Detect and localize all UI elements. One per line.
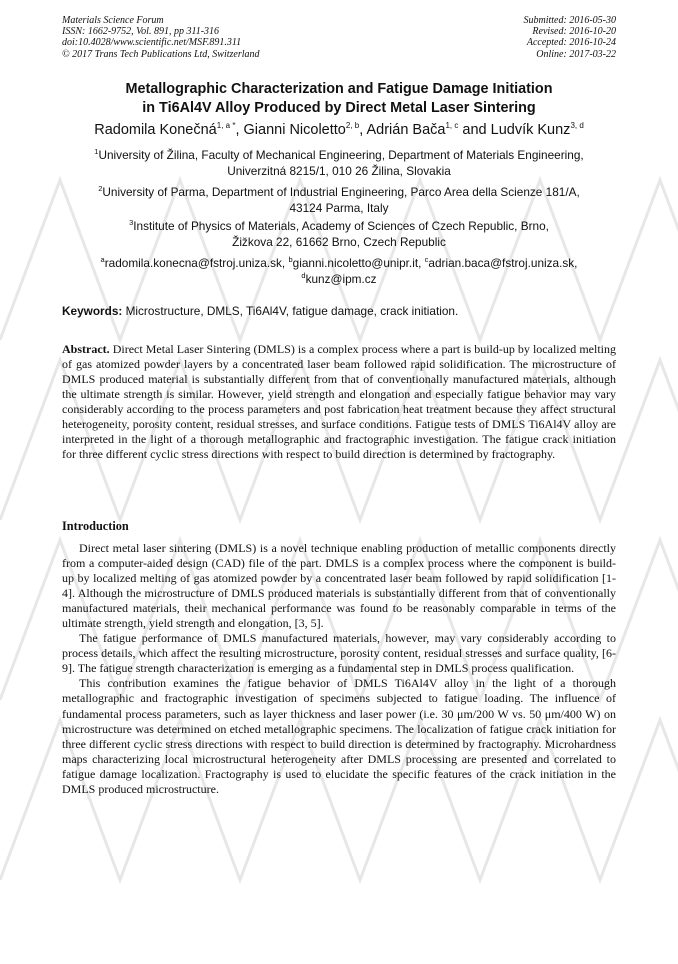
online-date: Online: 2017-03-22 [536, 48, 616, 60]
affiliation-3 [62, 219, 616, 250]
abstract [62, 342, 616, 462]
affiliation-line: Institute of Physics of Materials, Academy of Sciences of Czech Republic, Brno, [133, 219, 549, 233]
issn-volume-pages: ISSN: 1662-9752, Vol. 891, pp 311-316 [62, 26, 220, 38]
author-name: Ludvík Kunz [490, 122, 571, 138]
submitted-date: Submitted: 2016-05-30 [523, 15, 616, 26]
affiliation-line: University of Žilina, Faculty of Mechanical Engineering, Department of Materials Engineering, [98, 148, 584, 162]
author-name: Adrián Bača [366, 122, 446, 138]
email-mark: b [288, 255, 293, 264]
email-mark: a [100, 255, 105, 264]
keywords-label: Keywords: [62, 304, 123, 318]
title-line-1: Metallographic Characterization and Fatigue Damage Initiation [125, 81, 553, 97]
author-name: Gianni Nicoletto [243, 122, 346, 138]
paper-title [62, 80, 616, 118]
author-affiliation-mark: 1, a * [216, 121, 236, 130]
doi: doi:10.4028/www.scientific.net/MSF.891.311 [62, 37, 242, 49]
copyright: © 2017 Trans Tech Publications Ltd, Switzerland [62, 48, 260, 60]
paragraph: The fatigue performance of DMLS manufactured materials, however, may vary considerably according to process details, which affect the resulting microstructure, porosity content, residual stresses and surface quality, [6-9]. The fatigue strength characterization is emerging as a fundamental step in DMLS process qualification. [62, 631, 616, 676]
author-affiliation-mark: 1, c [445, 121, 459, 130]
affiliation-mark: 2 [98, 184, 103, 193]
publication-dates [524, 15, 617, 60]
journal-name: Materials Science Forum [62, 15, 164, 26]
paragraph: This contribution examines the fatigue behavior of DMLS Ti6Al4V alloy in the light of a thorough metallographic and fractographic investigation of specimens subjected to fatigue loading. The influence of fundamental process parameters, such as layer thickness and laser power (i.e. 30 μm/200 W vs. 50 μm/400 W) on microstructure was determined on etched metallographic specimens. The localization of fatigue crack initiation for three different cyclic stress directions with respect to build direction is determined by fractography. Microhardness maps characterizing local microstructural heterogeneity after DMLS processing are presented and correlated to fatigue damage localization. Fractography is used to elucidate the specific features of the crack initiation in the DMLS produced microstructure. [62, 676, 616, 796]
author-separator: , [359, 122, 367, 138]
section-heading-introduction: Introduction [62, 519, 129, 533]
paragraph: Direct metal laser sintering (DMLS) is a novel technique enabling production of metallic components directly from a computer-aided design (CAD) file of the part. DMLS is a complex process where the component is build-up by localized melting of gas atomized powder by a concentrated laser beam followed by rapid solidification [1-4]. Although the microstructure of DMLS produced materials is substantially different from that of conventionally manufactured materials, their mechanical performance was found to be reasonably comparable in terms of the ultimate strength, yield strength and elongation, [3, 5]. [62, 541, 616, 631]
affiliation-line: Univerzitná 8215/1, 010 26 Žilina, Slovakia [227, 163, 451, 178]
author-list [40, 121, 638, 139]
publication-info [62, 15, 260, 60]
affiliation-mark: 1 [94, 147, 99, 156]
email-mark: c [424, 255, 429, 264]
email-link[interactable]: radomila.konecna@fstroj.uniza.sk, [104, 256, 289, 270]
abstract-text: Direct Metal Laser Sintering (DMLS) is a complex process where a part is build-up by localized melting of gas atomized powder layers by a concentrated laser beam followed rapid solidification. The microstructure of DMLS produced material is substantially different from that of conventionally manufactured materials, although the ultimate strength is similar. However, yield strength and elongation and especially fatigue behavior may vary considerably according to the process parameters and post fabrication heat treatment because they affect structural heterogeneity, porosity content, residual stresses, and surface conditions. Fatigue tests of DMLS Ti6Al4V alloy are interpreted in the light of a thorough metallographic and fractographic investigation. The fatigue crack initiation for three different cyclic stress directions with respect to build direction is determined by fractography. [62, 342, 616, 462]
affiliation-2 [62, 185, 616, 216]
affiliation-line: 43124 Parma, Italy [289, 200, 389, 215]
keywords [62, 304, 622, 319]
affiliation-line: Žižkova 22, 61662 Brno, Czech Republic [232, 234, 446, 249]
affiliation-1 [62, 148, 616, 179]
accepted-date: Accepted: 2016-10-24 [526, 37, 616, 49]
email-link[interactable]: gianni.nicoletto@unipr.it, [292, 256, 425, 270]
author-affiliation-mark: 2, b [345, 121, 360, 130]
affiliation-mark: 3 [129, 218, 134, 227]
introduction-body [62, 541, 616, 797]
keywords-text: Microstructure, DMLS, Ti6Al4V, fatigue damage, crack initiation. [122, 304, 459, 318]
author-affiliation-mark: 3, d [570, 121, 584, 130]
author-separator: and [458, 122, 491, 138]
affiliation-line: University of Parma, Department of Industrial Engineering, Parco Area della Scienze 181/A, [102, 185, 580, 199]
author-emails [62, 256, 616, 287]
author-separator: , [235, 122, 244, 138]
author-name: Radomila Konečná [94, 122, 217, 138]
email-link[interactable]: kunz@ipm.cz [305, 271, 377, 286]
title-line-2: in Ti6Al4V Alloy Produced by Direct Metal Laser Sintering [142, 100, 536, 116]
revised-date: Revised: 2016-10-20 [532, 26, 616, 38]
abstract-label: Abstract. [62, 342, 110, 356]
email-link[interactable]: adrian.baca@fstroj.uniza.sk, [428, 256, 578, 270]
email-mark: d [301, 270, 306, 280]
